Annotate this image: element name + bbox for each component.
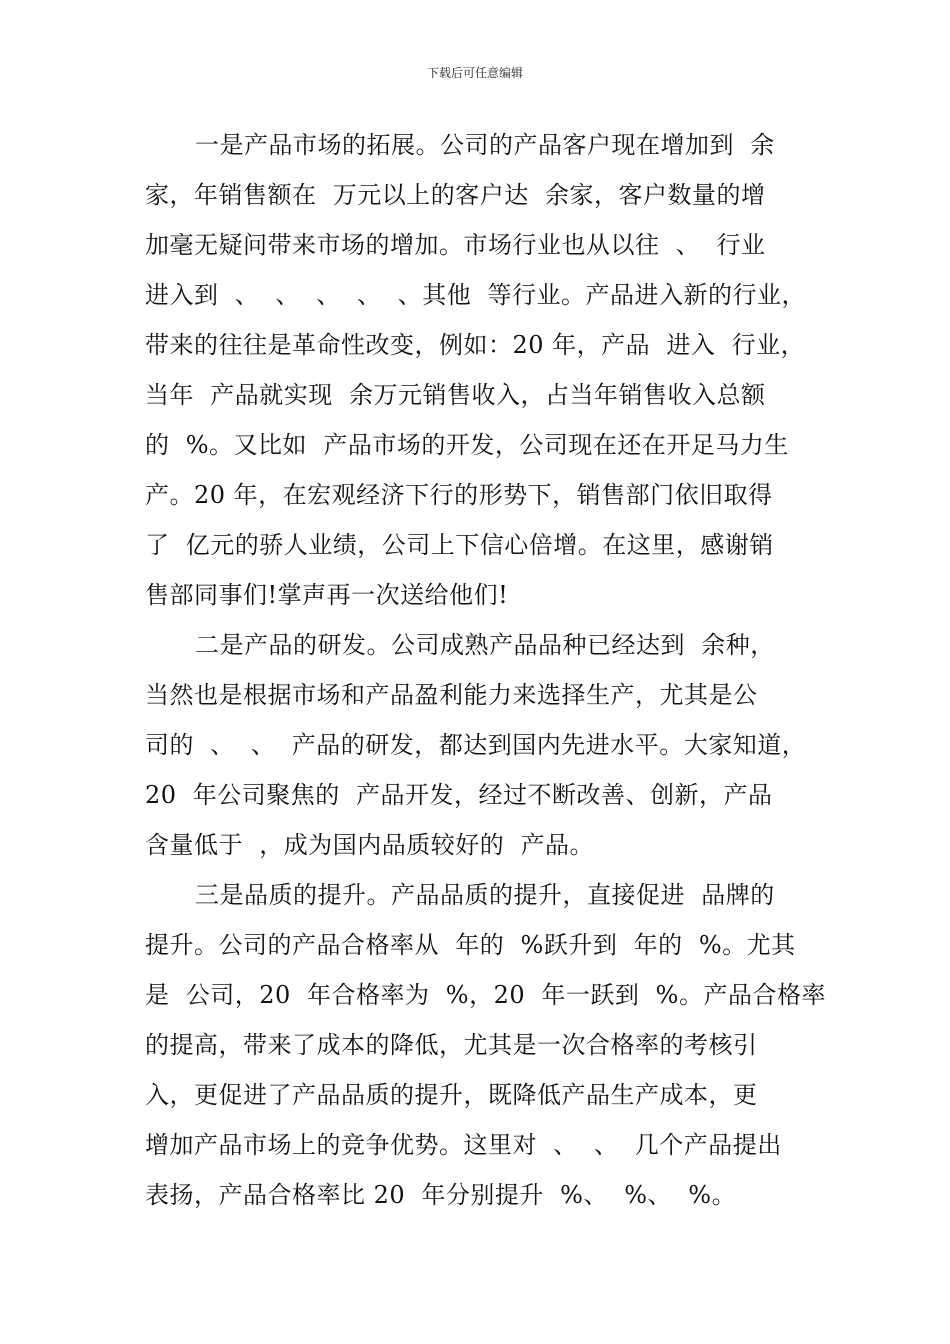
text-line: 了 亿元的骄人业绩，公司上下信心倍增。在这里，感谢销 bbox=[145, 531, 774, 559]
page-header: 下载后可任意编辑 bbox=[426, 66, 523, 80]
text-line: 当然也是根据市场和产品盈利能力来选择生产，尤其是公 bbox=[145, 681, 758, 709]
paragraph-market bbox=[145, 130, 825, 630]
text-line: 家，年销售额在 万元以上的客户达 余家，客户数量的增 bbox=[145, 181, 766, 209]
text-line: 一是产品市场的拓展。公司的产品客户现在增加到 余 bbox=[195, 131, 775, 159]
text-line: 带来的往往是革命性改变，例如：20 年，产品 进入 行业， bbox=[145, 331, 806, 359]
paragraph-research bbox=[145, 630, 825, 880]
text-line: 产。20 年，在宏观经济下行的形势下，销售部门依旧取得 bbox=[145, 481, 773, 509]
document-body bbox=[145, 130, 825, 1230]
text-line: 的提高，带来了成本的降低，尤其是一次合格率的考核引 bbox=[145, 1031, 758, 1059]
paragraph-quality bbox=[145, 880, 825, 1230]
text-line: 20 年公司聚焦的 产品开发，经过不断改善、创新，产品 bbox=[145, 781, 773, 809]
text-line: 表扬，产品合格率比 20 年分别提升 %、 %、 %。 bbox=[145, 1181, 737, 1209]
text-line: 三是品质的提升。产品品质的提升，直接促进 品牌的 bbox=[195, 881, 775, 909]
text-line: 入，更促进了产品品质的提升，既降低产品生产成本，更 bbox=[145, 1081, 758, 1109]
text-line: 当年 产品就实现 余万元销售收入，占当年销售收入总额 bbox=[145, 381, 766, 409]
text-line: 二是产品的研发。公司成熟产品品种已经达到 余种， bbox=[195, 631, 775, 659]
text-line: 加毫无疑问带来市场的增加。市场行业也从以往 、 行业 bbox=[145, 231, 766, 259]
text-line: 售部同事们!掌声再一次送给他们! bbox=[145, 581, 509, 609]
text-line: 增加产品市场上的竞争优势。这里对 、 、 几个产品提出 bbox=[145, 1131, 782, 1159]
text-line: 的 %。又比如 产品市场的开发，公司现在还在开足马力生 bbox=[145, 431, 789, 459]
text-line: 司的 、 、 产品的研发，都达到国内先进水平。大家知道， bbox=[145, 731, 807, 759]
text-line: 含量低于 ，成为国内品质较好的 产品。 bbox=[145, 831, 595, 859]
text-line: 进入到 、 、 、 、 、其他 等行业。产品进入新的行业， bbox=[145, 281, 807, 309]
text-line: 提升。公司的产品合格率从 年的 %跃升到 年的 %。尤其 bbox=[145, 931, 796, 959]
text-line: 是 公司，20 年合格率为 %，20 年一跃到 %。产品合格率 bbox=[145, 981, 826, 1009]
